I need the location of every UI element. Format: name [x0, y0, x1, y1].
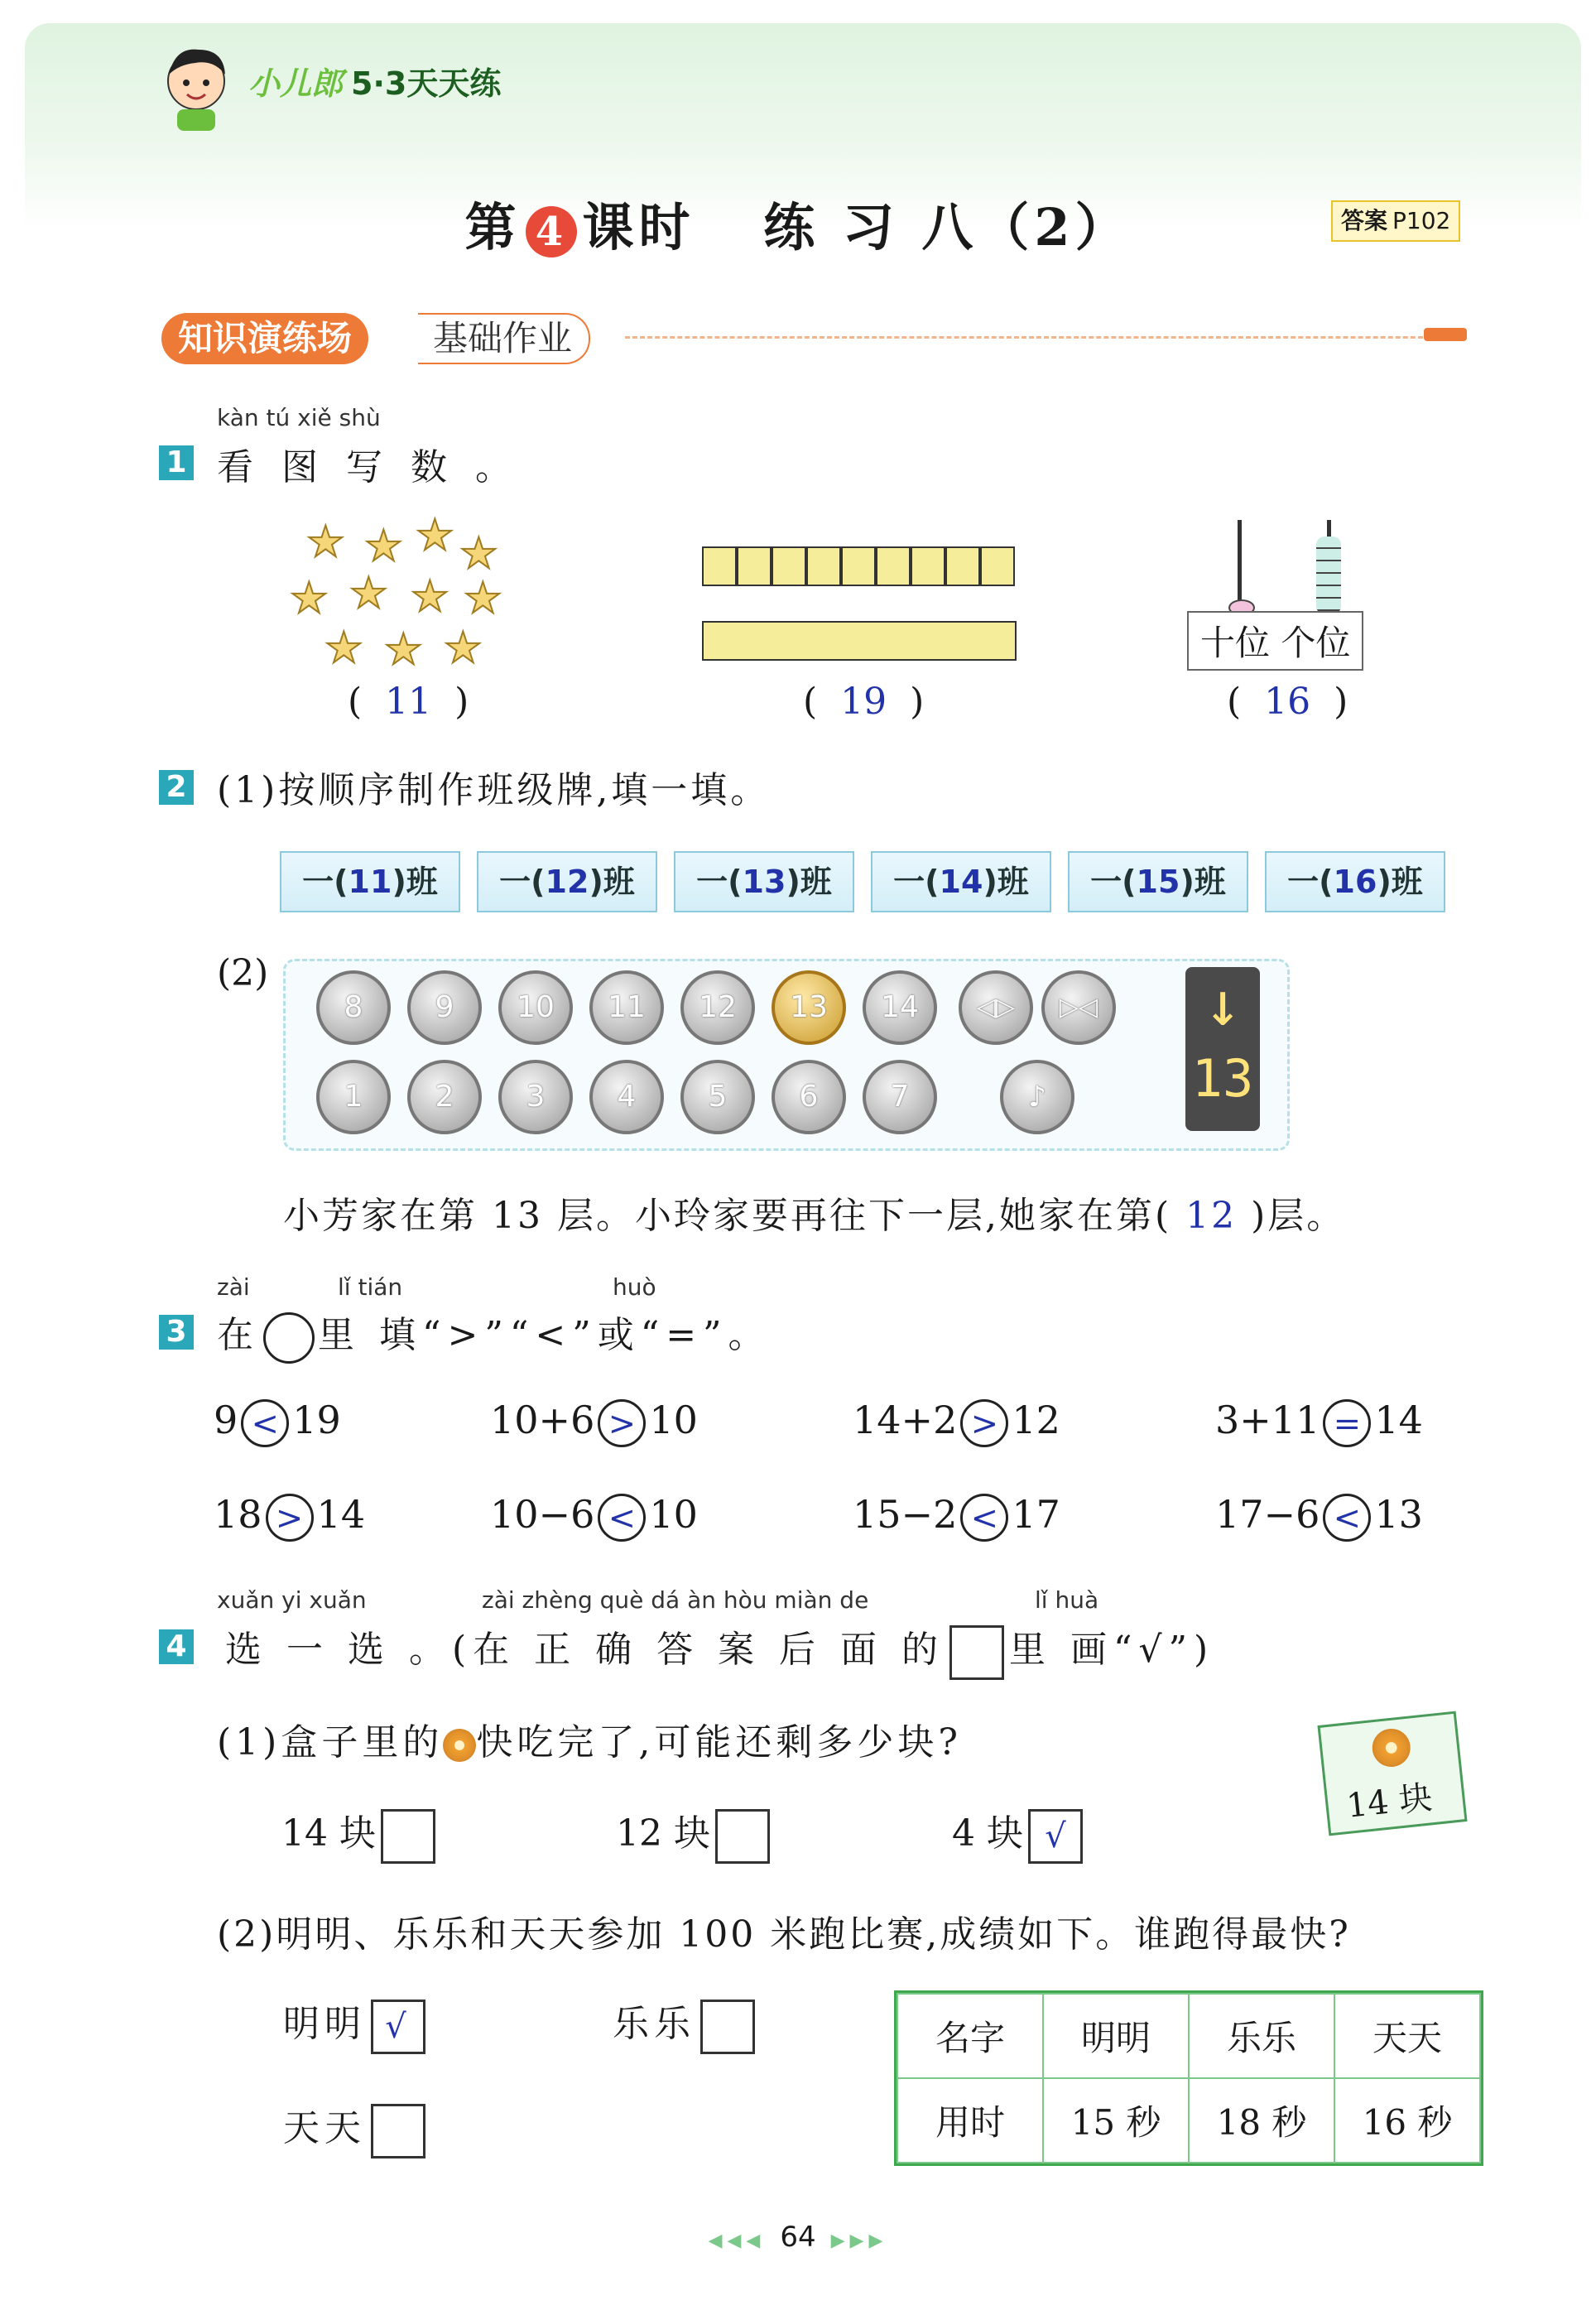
door-close-icon: ▷◁ [1041, 970, 1116, 1045]
option-checkbox[interactable] [700, 2000, 755, 2054]
table-cell: 明明 [1043, 1994, 1189, 2078]
table-cell: 16 秒 [1334, 2078, 1480, 2163]
option-label: 4 块 [952, 1812, 1023, 1855]
option-checkbox[interactable]: √ [1028, 1809, 1083, 1864]
cmp-left: 3+11 [1215, 1398, 1320, 1442]
q4-pinyin-1: xuǎn yi xuǎn [217, 1586, 367, 1614]
option-label: 14 块 [281, 1812, 376, 1855]
table-cell: 用时 [897, 2078, 1043, 2163]
q1-number: 1 [159, 445, 194, 480]
answer-value: 11 [385, 681, 432, 723]
cmp-left: 10−6 [490, 1492, 595, 1537]
title-main: 练 习 八（2） [763, 197, 1132, 257]
elevator-buttons-bottom [316, 1060, 937, 1134]
class-tags-row [280, 851, 1445, 912]
option-label: 天天 [283, 2107, 366, 2149]
comparison-item [1215, 1398, 1423, 1447]
cmp-right: 13 [1374, 1492, 1423, 1537]
sentence-before: 小芳家在第 13 层。小玲家要再往下一层,她家在第( [283, 1195, 1172, 1237]
q4-sub1-option [281, 1803, 435, 1864]
cmp-right: 14 [316, 1492, 366, 1537]
answer-value: 16 [1264, 681, 1311, 723]
q3-pinyin-2: lǐ tián [338, 1273, 403, 1301]
cmp-left: 9 [214, 1398, 238, 1442]
cmp-right: 17 [1012, 1492, 1060, 1537]
sub1-after: 快吃完了,可能还剩多少块? [476, 1721, 962, 1764]
q3-text-after: 里 填“>”“<”或“=”。 [318, 1314, 772, 1356]
comparison-item [214, 1398, 341, 1447]
comparison-item [490, 1492, 698, 1542]
cmp-answer: > [266, 1494, 314, 1542]
title-prefix: 第 [464, 197, 522, 257]
option-label: 明明 [283, 2003, 366, 2045]
floor-button-4: 4 [589, 1060, 664, 1134]
floor-button-1: 1 [316, 1060, 391, 1134]
star-icon: ★ [364, 522, 403, 571]
title-suffix: 课时 [582, 197, 695, 257]
pencil-icon [1424, 328, 1467, 341]
star-icon: ★ [444, 623, 483, 673]
q4-text-after: 里 画“√”) [1009, 1629, 1215, 1671]
table-cell: 15 秒 [1043, 2078, 1189, 2163]
tag-prefix: 一( [696, 864, 743, 900]
tag-number: 16 [1333, 864, 1377, 900]
q2-part2-label: (2) [217, 952, 269, 994]
cmp-left: 17−6 [1215, 1492, 1320, 1537]
brand-series: 5·3天天练 [351, 65, 502, 102]
q4-text-before: 选 一 选 。(在 正 确 答 案 后 面 的 [225, 1629, 945, 1671]
mascot-avatar [159, 41, 233, 132]
tag-suffix: )班 [1180, 864, 1226, 900]
empty-circle-icon [263, 1312, 315, 1364]
table-row [897, 2078, 1480, 2163]
answer-value: 19 [840, 681, 887, 723]
bell-icon: ♪ [1000, 1060, 1074, 1134]
cookie-count-label: 14 块 [1344, 1778, 1435, 1826]
table-cell: 乐乐 [1189, 1994, 1334, 2078]
q1-pinyin: kàn tú xiě shù [217, 404, 381, 431]
q1-answer-1: ( 11 ) [348, 681, 469, 723]
comparison-item [214, 1492, 365, 1542]
cmp-right: 19 [292, 1398, 341, 1442]
floor-button-14: 14 [863, 970, 937, 1045]
floor-button-2: 2 [407, 1060, 482, 1134]
q4-sub2-option [613, 1994, 755, 2054]
tag-prefix: 一( [893, 864, 940, 900]
floor-button-12: 12 [680, 970, 755, 1045]
floor-button-10: 10 [498, 970, 573, 1045]
option-checkbox[interactable] [715, 1809, 770, 1864]
q4-pinyin-3: lǐ huà [1035, 1586, 1099, 1614]
page-number: 64 [780, 2221, 816, 2254]
star-icon: ★ [459, 529, 498, 579]
star-icon: ★ [306, 517, 345, 567]
tag-number: 11 [348, 864, 392, 900]
class-tag [1068, 851, 1248, 912]
tag-number: 12 [545, 864, 589, 900]
table-cell: 天天 [1334, 1994, 1480, 2078]
table-cell: 名字 [897, 1994, 1043, 2078]
floor-button-7: 7 [863, 1060, 937, 1134]
q4-number: 4 [159, 1629, 194, 1664]
page-footer [0, 2221, 1596, 2254]
q4-sub1-option [616, 1803, 770, 1864]
brand-logo: 小儿郎 [248, 65, 344, 102]
sentence-after: )层。 [1251, 1195, 1346, 1237]
star-icon: ★ [416, 511, 454, 561]
table-header-row [897, 1994, 1480, 2078]
q2-part1-instruction: (1)按顺序制作班级牌,填一填。 [217, 769, 771, 811]
q4-pinyin-2: zài zhèng què dá àn hòu miàn de [482, 1586, 869, 1614]
sentence-answer: 12 [1185, 1195, 1238, 1237]
floor-button-9: 9 [407, 970, 482, 1045]
q3-text-before: 在 [217, 1314, 260, 1356]
class-tag [1265, 851, 1445, 912]
abacus-place-labels: 十位 个位 [1187, 611, 1363, 671]
q3-pinyin-1: zài [217, 1273, 250, 1301]
star-icon: ★ [349, 569, 388, 618]
q1-answer-2: ( 19 ) [803, 681, 925, 723]
comparison-item [490, 1398, 698, 1447]
cmp-left: 15−2 [853, 1492, 958, 1537]
class-tag [674, 851, 854, 912]
cmp-answer: > [598, 1399, 646, 1447]
tag-prefix: 一( [302, 864, 349, 900]
abacus-picture [1192, 520, 1382, 669]
tag-suffix: )班 [589, 864, 635, 900]
section-banner: 知识演练场 [161, 313, 368, 364]
elevator-buttons-top [316, 970, 937, 1045]
ten-rod [702, 621, 1017, 661]
tag-suffix: )班 [983, 864, 1029, 900]
q4-sub2-question: (2)明明、乐乐和天天参加 100 米跑比赛,成绩如下。谁跑得最快? [217, 1913, 1351, 1956]
single-rods [702, 546, 1017, 586]
floor-button-3: 3 [498, 1060, 573, 1134]
q4-sub1-question [217, 1712, 962, 1765]
cmp-answer: = [1323, 1399, 1371, 1447]
tag-suffix: )班 [392, 864, 438, 900]
tag-prefix: 一( [1287, 864, 1334, 900]
lesson-number-badge: 4 [526, 206, 577, 257]
class-tag [280, 851, 460, 912]
star-icon: ★ [324, 623, 363, 673]
cmp-right: 14 [1374, 1398, 1423, 1442]
tag-prefix: 一( [499, 864, 546, 900]
q1-answer-3: ( 16 ) [1227, 681, 1348, 723]
sub1-before: (1)盒子里的 [217, 1721, 444, 1764]
tag-number: 14 [939, 864, 983, 900]
option-checkbox[interactable]: √ [371, 2000, 425, 2054]
cmp-right: 12 [1012, 1398, 1060, 1442]
race-times-table [894, 1990, 1483, 2166]
section-subbanner: 基础作业 [418, 313, 590, 364]
class-tag [477, 851, 657, 912]
answer-reference-tag [1331, 200, 1460, 242]
star-icon: ★ [464, 574, 502, 623]
brand-title [248, 58, 501, 103]
right-arrows-icon: ▶▶▶ [830, 2231, 888, 2251]
down-arrow-icon: ↓ [1204, 969, 1242, 1040]
comparison-item [853, 1398, 1060, 1447]
tag-number: 15 [1136, 864, 1180, 900]
floor-button-6: 6 [772, 1060, 846, 1134]
cmp-answer: < [1323, 1494, 1371, 1542]
cmp-answer: < [960, 1494, 1008, 1542]
q3-pinyin-3: huò [613, 1273, 656, 1301]
q3-instruction [217, 1305, 772, 1364]
door-open-icon: ◁▷ [959, 970, 1033, 1045]
floor-display-number: 13 [1191, 1048, 1254, 1109]
star-icon: ★ [290, 574, 329, 623]
option-checkbox[interactable] [371, 2104, 425, 2158]
floor-display [1185, 967, 1260, 1131]
cookie-box-card [1317, 1711, 1467, 1836]
floor-button-5: 5 [680, 1060, 755, 1134]
tag-number: 13 [742, 864, 786, 900]
abacus-beads [1316, 537, 1341, 614]
option-checkbox[interactable] [381, 1809, 435, 1864]
q4-instruction [225, 1619, 1214, 1680]
cmp-answer: > [960, 1399, 1008, 1447]
q2-part2-sentence [283, 1186, 1345, 1239]
cmp-right: 10 [649, 1398, 698, 1442]
cmp-answer: < [241, 1399, 289, 1447]
cmp-right: 10 [649, 1492, 698, 1537]
answer-page: P102 [1392, 207, 1451, 234]
banner-divider [625, 336, 1453, 339]
cmp-left: 18 [214, 1492, 262, 1537]
cmp-left: 10+6 [490, 1398, 595, 1442]
q3-number: 3 [159, 1315, 194, 1350]
q4-sub2-option [283, 2098, 425, 2158]
star-icon: ★ [384, 625, 423, 675]
class-tag [871, 851, 1051, 912]
star-icon: ★ [411, 572, 449, 622]
comparison-item [1215, 1492, 1423, 1542]
option-label: 乐乐 [613, 2003, 695, 2045]
cookie-icon [1370, 1727, 1412, 1769]
q2-number: 2 [159, 770, 194, 805]
q1-instruction: 看 图 写 数 。 [217, 446, 520, 488]
cmp-left: 14+2 [853, 1398, 958, 1442]
q4-sub2-option [283, 1994, 425, 2054]
counting-rods-picture [702, 546, 1017, 661]
tag-suffix: )班 [1377, 864, 1423, 900]
left-arrows-icon: ◀◀◀ [708, 2231, 766, 2251]
answer-label: 答案 [1341, 207, 1388, 234]
comparison-item [853, 1492, 1060, 1542]
floor-button-13: 13 [772, 970, 846, 1045]
stars-picture [290, 511, 513, 683]
tag-suffix: )班 [786, 864, 832, 900]
empty-box-icon [949, 1625, 1004, 1680]
floor-button-8: 8 [316, 970, 391, 1045]
table-cell: 18 秒 [1189, 2078, 1334, 2163]
cookie-icon [443, 1729, 476, 1762]
cmp-answer: < [598, 1494, 646, 1542]
floor-button-11: 11 [589, 970, 664, 1045]
option-label: 12 块 [616, 1812, 710, 1855]
q4-sub1-option [952, 1803, 1083, 1864]
tag-prefix: 一( [1090, 864, 1137, 900]
